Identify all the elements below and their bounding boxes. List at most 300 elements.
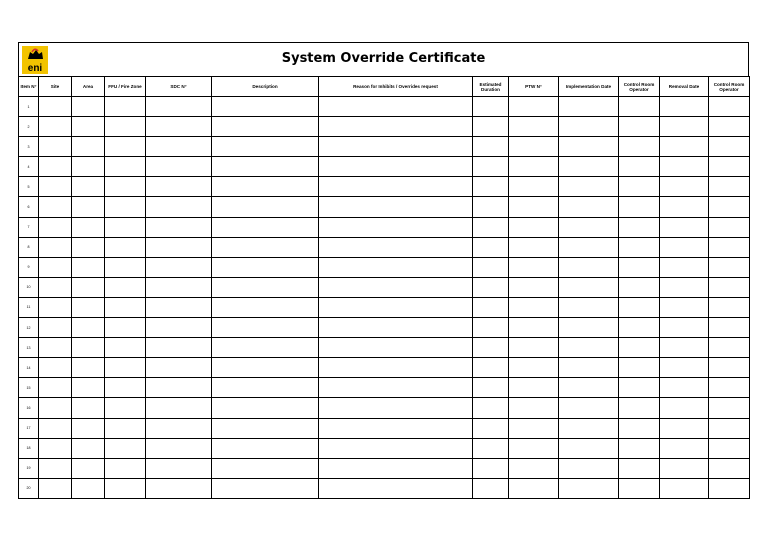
table-cell[interactable] bbox=[212, 378, 319, 398]
table-cell[interactable] bbox=[105, 318, 146, 338]
table-cell[interactable] bbox=[709, 458, 750, 478]
table-cell[interactable] bbox=[105, 398, 146, 418]
table-cell[interactable] bbox=[39, 177, 72, 197]
table-row bbox=[19, 137, 750, 157]
table-cell[interactable] bbox=[559, 157, 619, 177]
table-row bbox=[19, 478, 750, 498]
table-cell[interactable] bbox=[509, 277, 559, 297]
table-cell[interactable] bbox=[105, 297, 146, 317]
table-row bbox=[19, 338, 750, 358]
table-cell[interactable] bbox=[509, 378, 559, 398]
table-cell[interactable] bbox=[319, 277, 473, 297]
table-cell[interactable] bbox=[509, 97, 559, 117]
table-cell[interactable] bbox=[619, 338, 660, 358]
table-cell[interactable] bbox=[212, 197, 319, 217]
table-cell[interactable] bbox=[105, 378, 146, 398]
table-cell[interactable] bbox=[709, 197, 750, 217]
table-cell[interactable] bbox=[72, 117, 105, 137]
item-number-cell: 18 bbox=[19, 438, 39, 458]
table-cell[interactable] bbox=[509, 297, 559, 317]
table-cell[interactable] bbox=[709, 97, 750, 117]
table-cell[interactable] bbox=[105, 157, 146, 177]
table-cell[interactable] bbox=[319, 338, 473, 358]
column-header: Site bbox=[39, 77, 72, 97]
table-cell[interactable] bbox=[709, 338, 750, 358]
table-cell[interactable] bbox=[473, 117, 509, 137]
table-cell[interactable] bbox=[39, 358, 72, 378]
table-cell[interactable] bbox=[146, 217, 212, 237]
table-cell[interactable] bbox=[660, 197, 709, 217]
table-cell[interactable] bbox=[212, 418, 319, 438]
table-cell[interactable] bbox=[146, 177, 212, 197]
column-header: Reason for Inhibits / Overrides request bbox=[319, 77, 473, 97]
table-cell[interactable] bbox=[146, 438, 212, 458]
table-cell[interactable] bbox=[146, 117, 212, 137]
item-number-cell: 13 bbox=[19, 338, 39, 358]
item-number-cell: 16 bbox=[19, 398, 39, 418]
table-cell[interactable] bbox=[509, 398, 559, 418]
table-cell[interactable] bbox=[105, 358, 146, 378]
table-cell[interactable] bbox=[39, 418, 72, 438]
table-cell[interactable] bbox=[660, 418, 709, 438]
table-cell[interactable] bbox=[105, 418, 146, 438]
column-header: Removal Date bbox=[660, 77, 709, 97]
table-cell[interactable] bbox=[105, 117, 146, 137]
table-cell[interactable] bbox=[72, 297, 105, 317]
table-cell[interactable] bbox=[212, 478, 319, 498]
table-cell[interactable] bbox=[559, 378, 619, 398]
table-cell[interactable] bbox=[212, 157, 319, 177]
table-cell[interactable] bbox=[619, 197, 660, 217]
table-cell[interactable] bbox=[212, 338, 319, 358]
item-number-cell: 9 bbox=[19, 257, 39, 277]
table-cell[interactable] bbox=[660, 338, 709, 358]
table-cell[interactable] bbox=[146, 398, 212, 418]
table-cell[interactable] bbox=[105, 97, 146, 117]
table-cell[interactable] bbox=[660, 277, 709, 297]
table-cell[interactable] bbox=[559, 358, 619, 378]
table-cell[interactable] bbox=[319, 318, 473, 338]
table-cell[interactable] bbox=[619, 257, 660, 277]
table-cell[interactable] bbox=[212, 318, 319, 338]
table-row bbox=[19, 297, 750, 317]
column-header: Description bbox=[212, 77, 319, 97]
table-row bbox=[19, 197, 750, 217]
table-cell[interactable] bbox=[660, 137, 709, 157]
table-row bbox=[19, 318, 750, 338]
table-cell[interactable] bbox=[709, 177, 750, 197]
item-number-cell: 4 bbox=[19, 157, 39, 177]
table-cell[interactable] bbox=[319, 97, 473, 117]
item-number-cell: 2 bbox=[19, 117, 39, 137]
table-cell[interactable] bbox=[660, 237, 709, 257]
table-cell[interactable] bbox=[660, 318, 709, 338]
table-cell[interactable] bbox=[559, 318, 619, 338]
table-cell[interactable] bbox=[509, 157, 559, 177]
table-cell[interactable] bbox=[39, 438, 72, 458]
table-header-row bbox=[19, 77, 750, 97]
table-cell[interactable] bbox=[319, 117, 473, 137]
table-cell[interactable] bbox=[473, 438, 509, 458]
table-cell[interactable] bbox=[559, 197, 619, 217]
table-cell[interactable] bbox=[619, 318, 660, 338]
table-cell[interactable] bbox=[319, 177, 473, 197]
table-cell[interactable] bbox=[619, 378, 660, 398]
item-number-cell: 19 bbox=[19, 458, 39, 478]
column-header: SDC N° bbox=[146, 77, 212, 97]
table-cell[interactable] bbox=[105, 197, 146, 217]
table-cell[interactable] bbox=[509, 177, 559, 197]
table-cell[interactable] bbox=[559, 137, 619, 157]
table-cell[interactable] bbox=[72, 418, 105, 438]
table-cell[interactable] bbox=[72, 378, 105, 398]
table-cell[interactable] bbox=[39, 237, 72, 257]
table-row bbox=[19, 438, 750, 458]
table-cell[interactable] bbox=[709, 117, 750, 137]
item-number-cell: 12 bbox=[19, 318, 39, 338]
table-cell[interactable] bbox=[72, 177, 105, 197]
table-cell[interactable] bbox=[509, 418, 559, 438]
table-cell[interactable] bbox=[473, 157, 509, 177]
table-cell[interactable] bbox=[709, 438, 750, 458]
table-cell[interactable] bbox=[660, 177, 709, 197]
item-number-cell: 6 bbox=[19, 197, 39, 217]
table-cell[interactable] bbox=[72, 398, 105, 418]
table-cell[interactable] bbox=[709, 378, 750, 398]
table-cell[interactable] bbox=[473, 418, 509, 438]
table-cell[interactable] bbox=[212, 97, 319, 117]
column-header: Control Room Operator bbox=[619, 77, 660, 97]
table-cell[interactable] bbox=[146, 478, 212, 498]
table-body bbox=[19, 97, 750, 499]
table-cell[interactable] bbox=[473, 297, 509, 317]
table-cell[interactable] bbox=[319, 458, 473, 478]
table-cell[interactable] bbox=[105, 217, 146, 237]
table-cell[interactable] bbox=[709, 318, 750, 338]
table-cell[interactable] bbox=[319, 478, 473, 498]
table-cell[interactable] bbox=[619, 458, 660, 478]
table-cell[interactable] bbox=[559, 297, 619, 317]
table-cell[interactable] bbox=[509, 438, 559, 458]
table-cell[interactable] bbox=[146, 418, 212, 438]
table-cell[interactable] bbox=[146, 237, 212, 257]
table-cell[interactable] bbox=[473, 257, 509, 277]
table-cell[interactable] bbox=[619, 478, 660, 498]
table-cell[interactable] bbox=[212, 217, 319, 237]
table-cell[interactable] bbox=[660, 297, 709, 317]
table-cell[interactable] bbox=[72, 97, 105, 117]
table-cell[interactable] bbox=[39, 197, 72, 217]
table-cell[interactable] bbox=[212, 297, 319, 317]
table-cell[interactable] bbox=[473, 378, 509, 398]
table-cell[interactable] bbox=[473, 478, 509, 498]
table-cell[interactable] bbox=[709, 217, 750, 237]
table-cell[interactable] bbox=[72, 237, 105, 257]
table-cell[interactable] bbox=[105, 438, 146, 458]
table-cell[interactable] bbox=[619, 137, 660, 157]
table-cell[interactable] bbox=[212, 137, 319, 157]
table-row bbox=[19, 177, 750, 197]
table-cell[interactable] bbox=[146, 458, 212, 478]
table-cell[interactable] bbox=[619, 237, 660, 257]
table-cell[interactable] bbox=[709, 137, 750, 157]
table-cell[interactable] bbox=[660, 217, 709, 237]
table-row bbox=[19, 378, 750, 398]
table-cell[interactable] bbox=[105, 458, 146, 478]
table-cell[interactable] bbox=[559, 418, 619, 438]
table-cell[interactable] bbox=[39, 478, 72, 498]
table-cell[interactable] bbox=[473, 177, 509, 197]
table-cell[interactable] bbox=[509, 338, 559, 358]
table-cell[interactable] bbox=[559, 237, 619, 257]
table-cell[interactable] bbox=[660, 157, 709, 177]
table-cell[interactable] bbox=[709, 418, 750, 438]
table-cell[interactable] bbox=[39, 458, 72, 478]
override-table bbox=[18, 76, 750, 499]
table-cell[interactable] bbox=[39, 217, 72, 237]
column-header: Control Room Operator bbox=[709, 77, 750, 97]
table-cell[interactable] bbox=[146, 257, 212, 277]
table-row bbox=[19, 157, 750, 177]
table-cell[interactable] bbox=[105, 257, 146, 277]
table-cell[interactable] bbox=[473, 237, 509, 257]
table-cell[interactable] bbox=[660, 458, 709, 478]
logo-text: eni bbox=[27, 63, 43, 74]
table-cell[interactable] bbox=[473, 398, 509, 418]
table-cell[interactable] bbox=[660, 117, 709, 137]
table-cell[interactable] bbox=[146, 197, 212, 217]
table-cell[interactable] bbox=[619, 438, 660, 458]
table-row bbox=[19, 277, 750, 297]
table-cell[interactable] bbox=[559, 217, 619, 237]
table-cell[interactable] bbox=[319, 137, 473, 157]
table-cell[interactable] bbox=[509, 117, 559, 137]
column-header: FFU / Fire Zone bbox=[105, 77, 146, 97]
table-cell[interactable] bbox=[559, 277, 619, 297]
title-bar bbox=[18, 42, 749, 76]
table-cell[interactable] bbox=[146, 358, 212, 378]
table-cell[interactable] bbox=[39, 277, 72, 297]
table-row bbox=[19, 217, 750, 237]
table-cell[interactable] bbox=[473, 338, 509, 358]
table-cell[interactable] bbox=[146, 157, 212, 177]
table-cell[interactable] bbox=[319, 418, 473, 438]
column-header: Area bbox=[72, 77, 105, 97]
table-cell[interactable] bbox=[146, 297, 212, 317]
table-row bbox=[19, 358, 750, 378]
item-number-cell: 8 bbox=[19, 237, 39, 257]
table-cell[interactable] bbox=[39, 117, 72, 137]
table-cell[interactable] bbox=[559, 338, 619, 358]
table-cell[interactable] bbox=[72, 217, 105, 237]
table-cell[interactable] bbox=[72, 277, 105, 297]
table-cell[interactable] bbox=[105, 177, 146, 197]
table-cell[interactable] bbox=[319, 398, 473, 418]
table-row bbox=[19, 418, 750, 438]
table-cell[interactable] bbox=[660, 358, 709, 378]
table-cell[interactable] bbox=[212, 257, 319, 277]
item-number-cell: 20 bbox=[19, 478, 39, 498]
table-cell[interactable] bbox=[212, 237, 319, 257]
table-cell[interactable] bbox=[319, 378, 473, 398]
table-cell[interactable] bbox=[319, 358, 473, 378]
item-number-cell: 5 bbox=[19, 177, 39, 197]
table-cell[interactable] bbox=[39, 157, 72, 177]
table-cell[interactable] bbox=[509, 478, 559, 498]
column-header: Estimated Duration bbox=[473, 77, 509, 97]
table-cell[interactable] bbox=[559, 398, 619, 418]
table-cell[interactable] bbox=[72, 458, 105, 478]
table-cell[interactable] bbox=[105, 237, 146, 257]
table-cell[interactable] bbox=[212, 458, 319, 478]
table-cell[interactable] bbox=[559, 117, 619, 137]
table-cell[interactable] bbox=[509, 318, 559, 338]
table-row bbox=[19, 398, 750, 418]
table-cell[interactable] bbox=[319, 157, 473, 177]
table-cell[interactable] bbox=[709, 277, 750, 297]
item-number-cell: 1 bbox=[19, 97, 39, 117]
column-header: Item N° bbox=[19, 77, 39, 97]
table-cell[interactable] bbox=[39, 257, 72, 277]
item-number-cell: 7 bbox=[19, 217, 39, 237]
table-cell[interactable] bbox=[619, 177, 660, 197]
table-cell[interactable] bbox=[319, 438, 473, 458]
table-cell[interactable] bbox=[559, 257, 619, 277]
table-cell[interactable] bbox=[709, 297, 750, 317]
table-cell[interactable] bbox=[509, 237, 559, 257]
table-cell[interactable] bbox=[619, 358, 660, 378]
table-cell[interactable] bbox=[105, 137, 146, 157]
table-cell[interactable] bbox=[473, 197, 509, 217]
table-cell[interactable] bbox=[146, 378, 212, 398]
table-cell[interactable] bbox=[72, 257, 105, 277]
table-cell[interactable] bbox=[509, 358, 559, 378]
table-cell[interactable] bbox=[146, 338, 212, 358]
table-cell[interactable] bbox=[72, 318, 105, 338]
table-cell[interactable] bbox=[212, 398, 319, 418]
table-cell[interactable] bbox=[473, 217, 509, 237]
table-cell[interactable] bbox=[105, 338, 146, 358]
table-cell[interactable] bbox=[319, 297, 473, 317]
table-cell[interactable] bbox=[509, 217, 559, 237]
table-cell[interactable] bbox=[39, 297, 72, 317]
table-cell[interactable] bbox=[709, 478, 750, 498]
table-cell[interactable] bbox=[473, 277, 509, 297]
table-cell[interactable] bbox=[509, 458, 559, 478]
table-cell[interactable] bbox=[105, 277, 146, 297]
table-cell[interactable] bbox=[39, 398, 72, 418]
table-cell[interactable] bbox=[709, 398, 750, 418]
table-cell[interactable] bbox=[509, 137, 559, 157]
table-cell[interactable] bbox=[146, 97, 212, 117]
column-header: Implementation Date bbox=[559, 77, 619, 97]
item-number-cell: 15 bbox=[19, 378, 39, 398]
table-cell[interactable] bbox=[619, 97, 660, 117]
table-cell[interactable] bbox=[709, 237, 750, 257]
table-cell[interactable] bbox=[660, 378, 709, 398]
table-cell[interactable] bbox=[619, 117, 660, 137]
table-cell[interactable] bbox=[619, 277, 660, 297]
table-cell[interactable] bbox=[473, 318, 509, 338]
table-cell[interactable] bbox=[473, 97, 509, 117]
table-row bbox=[19, 458, 750, 478]
table-cell[interactable] bbox=[660, 398, 709, 418]
table-cell[interactable] bbox=[473, 137, 509, 157]
table-cell[interactable] bbox=[559, 458, 619, 478]
table-cell[interactable] bbox=[619, 157, 660, 177]
table-row bbox=[19, 97, 750, 117]
item-number-cell: 10 bbox=[19, 277, 39, 297]
table-cell[interactable] bbox=[660, 97, 709, 117]
table-cell[interactable] bbox=[319, 217, 473, 237]
table-cell[interactable] bbox=[72, 137, 105, 157]
table-cell[interactable] bbox=[39, 137, 72, 157]
table-cell[interactable] bbox=[319, 197, 473, 217]
table-cell[interactable] bbox=[212, 117, 319, 137]
table-cell[interactable] bbox=[559, 177, 619, 197]
table-cell[interactable] bbox=[660, 478, 709, 498]
table-cell[interactable] bbox=[39, 378, 72, 398]
table-cell[interactable] bbox=[39, 318, 72, 338]
table-cell[interactable] bbox=[212, 358, 319, 378]
table-row bbox=[19, 117, 750, 137]
table-cell[interactable] bbox=[72, 478, 105, 498]
table-cell[interactable] bbox=[709, 257, 750, 277]
table-cell[interactable] bbox=[509, 197, 559, 217]
table-cell[interactable] bbox=[146, 137, 212, 157]
table-cell[interactable] bbox=[72, 338, 105, 358]
table-cell[interactable] bbox=[212, 277, 319, 297]
table-cell[interactable] bbox=[619, 297, 660, 317]
table-cell[interactable] bbox=[509, 257, 559, 277]
table-cell[interactable] bbox=[619, 217, 660, 237]
table-cell[interactable] bbox=[146, 277, 212, 297]
column-header: PTW N° bbox=[509, 77, 559, 97]
table-cell[interactable] bbox=[559, 478, 619, 498]
table-cell[interactable] bbox=[105, 478, 146, 498]
item-number-cell: 11 bbox=[19, 297, 39, 317]
table-row bbox=[19, 237, 750, 257]
table-cell[interactable] bbox=[559, 97, 619, 117]
table-cell[interactable] bbox=[212, 177, 319, 197]
table-cell[interactable] bbox=[146, 318, 212, 338]
item-number-cell: 14 bbox=[19, 358, 39, 378]
table-cell[interactable] bbox=[619, 418, 660, 438]
table-cell[interactable] bbox=[473, 458, 509, 478]
table-cell[interactable] bbox=[72, 438, 105, 458]
table-cell[interactable] bbox=[319, 237, 473, 257]
certificate-sheet bbox=[18, 42, 749, 499]
table-cell[interactable] bbox=[619, 398, 660, 418]
item-number-cell: 3 bbox=[19, 137, 39, 157]
table-cell[interactable] bbox=[709, 358, 750, 378]
table-cell[interactable] bbox=[39, 97, 72, 117]
table-cell[interactable] bbox=[72, 358, 105, 378]
table-cell[interactable] bbox=[473, 358, 509, 378]
table-cell[interactable] bbox=[559, 438, 619, 458]
table-cell[interactable] bbox=[72, 197, 105, 217]
table-row bbox=[19, 257, 750, 277]
table-cell[interactable] bbox=[709, 157, 750, 177]
table-cell[interactable] bbox=[660, 257, 709, 277]
table-cell[interactable] bbox=[660, 438, 709, 458]
table-cell[interactable] bbox=[39, 338, 72, 358]
table-cell[interactable] bbox=[212, 438, 319, 458]
item-number-cell: 17 bbox=[19, 418, 39, 438]
table-cell[interactable] bbox=[72, 157, 105, 177]
page-title: System Override Certificate bbox=[281, 51, 486, 66]
table-cell[interactable] bbox=[319, 257, 473, 277]
